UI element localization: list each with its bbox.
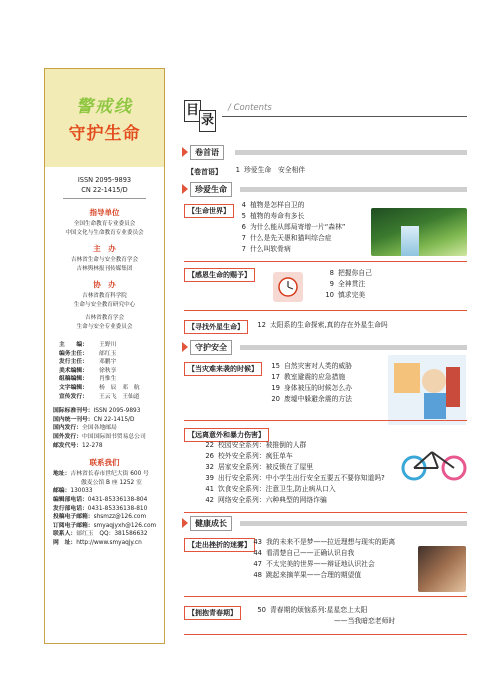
co-host-line: 吉林省教育学会 xyxy=(84,315,125,321)
toc-entry[interactable]: 1 珍爱生命 安全相伴 xyxy=(235,166,306,174)
toc-entry[interactable]: 7 什么是先天愚和猫叫综合症 xyxy=(241,234,332,242)
group-entries xyxy=(254,605,395,627)
group-entries xyxy=(228,165,305,176)
toc-entry[interactable]: 48 跳起来摘苹果——合理的期望值 xyxy=(253,571,362,579)
toc-entry[interactable]: 42 网络安全系列：六种典型的网络诈骗 xyxy=(205,496,327,504)
contact-title: 联系我们 xyxy=(89,458,120,468)
staff-row: 编务主任： 邰红玉 xyxy=(59,350,117,357)
section-divider xyxy=(240,187,467,192)
toc-entry[interactable]: 10 慎求完美 xyxy=(325,291,366,299)
toc-entry[interactable]: 47 不太完美的世界——辩证地认识社会 xyxy=(253,560,375,568)
group-entries xyxy=(268,361,352,405)
toc-entry[interactable]: 15 自然灾害对人类的威胁 xyxy=(271,362,352,370)
section-divider xyxy=(235,150,467,155)
co-host-line: 生命与安全教育研究中心 xyxy=(73,301,136,308)
section-tab-cherish-life: 珍爱生命 xyxy=(182,182,232,196)
arrow-icon xyxy=(182,518,188,528)
pubnum-row: 国内统一刊号：CN 22-1415/D xyxy=(53,416,135,423)
section-divider xyxy=(240,521,467,526)
group-label-gratitude: 【感恩生命的赐予】 xyxy=(184,268,255,282)
guide-unit-title: 指导单位 xyxy=(89,208,120,217)
contact-row: 联系人：邰红玉 QQ：381586632 xyxy=(53,531,148,538)
guide-unit-line: 中国文化与生命教育专业委员会 xyxy=(65,229,144,236)
arrow-icon xyxy=(182,147,188,157)
guide-unit-line: 全国生命教育专业委员会 xyxy=(73,221,136,227)
logo-title: 守护生命 xyxy=(68,124,141,144)
pubnum-row: 邮发代号：12-278 xyxy=(53,442,103,449)
toc-entry[interactable]: 50 青春期的烦恼系列:星星恋上太阳 xyxy=(257,606,368,614)
group-divider xyxy=(184,310,467,311)
arrow-icon xyxy=(182,342,188,352)
group-label-alien-life: 【寻找外星生命】 xyxy=(184,320,248,334)
contact-row: 邮编：130033 xyxy=(53,488,93,495)
section-tab-safety: 守护安全 xyxy=(182,340,232,354)
group-entries xyxy=(254,320,388,331)
toc-entry[interactable]: 26 校外安全系列：疯狂单车 xyxy=(205,452,293,460)
toc-entry[interactable]: 6 为什么能从郎局寄增一片“森林” xyxy=(241,223,346,231)
group-entries xyxy=(250,537,395,581)
toc-entry[interactable]: 41 饮食安全系列：注意卫生,防止病从口入 xyxy=(205,485,336,493)
girl-photo xyxy=(418,546,466,592)
group-label-life-world: 【生命世界】 xyxy=(184,204,234,218)
section-divider xyxy=(240,345,467,350)
forest-photo xyxy=(371,208,467,256)
staff-row: 文字编辑： 杨 辰 邓 航 xyxy=(59,384,140,391)
group-label-accident: 【远离意外和暴力伤害】 xyxy=(184,428,269,442)
contact-row: 编辑部电话：0431-85336138-804 xyxy=(53,496,148,503)
staff-row: 美术编辑： 徐秋享 xyxy=(59,367,117,374)
group-entries xyxy=(202,440,385,506)
pubnum-row: 国外发行：中国国际图书贸易总公司 xyxy=(53,433,146,440)
group-divider xyxy=(184,420,467,421)
group-divider xyxy=(184,634,467,635)
disaster-cartoon-illustration xyxy=(388,355,466,425)
group-divider xyxy=(184,596,467,597)
toc-entry[interactable]: 9 全神贯注 xyxy=(329,280,366,288)
toc-entry[interactable]: 20 废墟中躲避余震的方法 xyxy=(271,395,352,403)
contact-row: 投稿电子邮箱：shsmzz@126.com xyxy=(53,514,147,521)
logo-subtitle: 警戒线 xyxy=(76,97,133,117)
co-host-line: 生命与安全专业委员会 xyxy=(76,323,133,330)
toc-entry[interactable]: 19 身体被压的时候怎么办 xyxy=(271,384,352,392)
pubnum-row: 国际标准刊号：ISSN 2095-9893 xyxy=(53,408,141,415)
contact-list xyxy=(49,470,160,547)
magazine-logo xyxy=(45,69,164,167)
section-tab-growth: 健康成长 xyxy=(182,516,232,530)
co-host-title: 协 办 xyxy=(93,280,116,289)
contact-row: 发行部电话：0431-85336138-810 xyxy=(53,505,148,512)
toc-entry[interactable]: 12 太阳系的生命探索,真的存在外星生命吗 xyxy=(257,321,388,329)
group-label-frustration: 【走出挫折的迷雾】 xyxy=(184,538,255,552)
bicycle-illustration xyxy=(400,442,468,482)
toc-entry[interactable]: 4 植物是怎样自卫的 xyxy=(241,201,305,209)
host-title: 主 办 xyxy=(93,244,116,253)
pubnum-row: 国内发行：全国各地邮局 xyxy=(53,425,117,432)
clock-illustration xyxy=(270,270,306,304)
arrow-icon xyxy=(182,184,188,194)
toc-entry[interactable]: 39 出行安全系列：中小学生出行安全五要五不要你知道吗? xyxy=(205,474,385,482)
contact-row: 地址：吉林省长春市世纪大街 600 号 xyxy=(53,471,149,478)
staff-list xyxy=(49,341,160,401)
contents-label: / Contents xyxy=(228,103,272,113)
contact-row: 订阅电子邮箱：smyaqjyxh@126.com xyxy=(53,522,157,529)
staff-row: 组稿编辑： 肖惟生 xyxy=(59,376,117,383)
toc-heading-char: 录 xyxy=(199,110,216,132)
toc-entry[interactable]: 43 我的未来不是梦——拉近理想与现实的距离 xyxy=(253,538,396,546)
toc-entry[interactable]: 7 什么叫软骨病 xyxy=(241,245,291,253)
staff-row: 发行主任： 邓鹏宇 xyxy=(59,359,117,366)
toc-heading xyxy=(184,100,216,128)
co-host-line: 吉林省教育科学院 xyxy=(82,293,127,299)
group-entries xyxy=(234,200,345,255)
toc-entry[interactable]: 17 教室避震的应急措施 xyxy=(271,373,346,381)
issn-block xyxy=(63,175,146,199)
toc-entry[interactable]: 8 把握你自己 xyxy=(329,269,372,277)
group-entries xyxy=(322,268,372,301)
host-line: 吉林舆林报刊传媒集团 xyxy=(76,265,133,272)
host-line: 吉林省生命与安全教育学会 xyxy=(70,257,139,263)
cn-number: CN 22-1415/D xyxy=(81,186,128,194)
contact-row: 网 址：http://www.smyaqjy.cn xyxy=(53,539,142,546)
toc-entry[interactable]: 32 居家安全系列：被反锁在了屋里 xyxy=(205,463,314,471)
toc-entry[interactable]: 44 看清楚自己——正确认识自我 xyxy=(253,549,355,557)
header-divider xyxy=(222,116,467,117)
contact-row: 傲麦公馆 B 座 1252 室 xyxy=(81,479,142,486)
section-tab-preface: 卷首语 xyxy=(182,145,224,159)
group-label-disaster: 【当灾难来袭的时候】 xyxy=(184,362,262,376)
group-label-preface: 【卷首语】 xyxy=(187,168,222,176)
group-divider xyxy=(184,512,467,513)
toc-entry[interactable]: 5 植物的寿命有多长 xyxy=(241,212,305,220)
group-divider xyxy=(184,261,467,262)
group-label-youth: 【拥抱青春期】 xyxy=(184,606,241,620)
issn-number: ISSN 2095-9893 xyxy=(77,176,132,184)
publication-numbers xyxy=(49,407,160,450)
toc-entry[interactable]: 22 校园安全系列：被推倒的人群 xyxy=(205,441,307,449)
toc-heading-char: 目 xyxy=(184,100,201,122)
staff-row: 宣传发行： 王云飞 王仙道 xyxy=(59,393,140,400)
toc-entry-subtitle: ——当我暗恋老师时 xyxy=(334,617,396,625)
staff-row: 主 编： 王野川 xyxy=(59,342,117,348)
masthead-sidebar xyxy=(44,68,165,644)
